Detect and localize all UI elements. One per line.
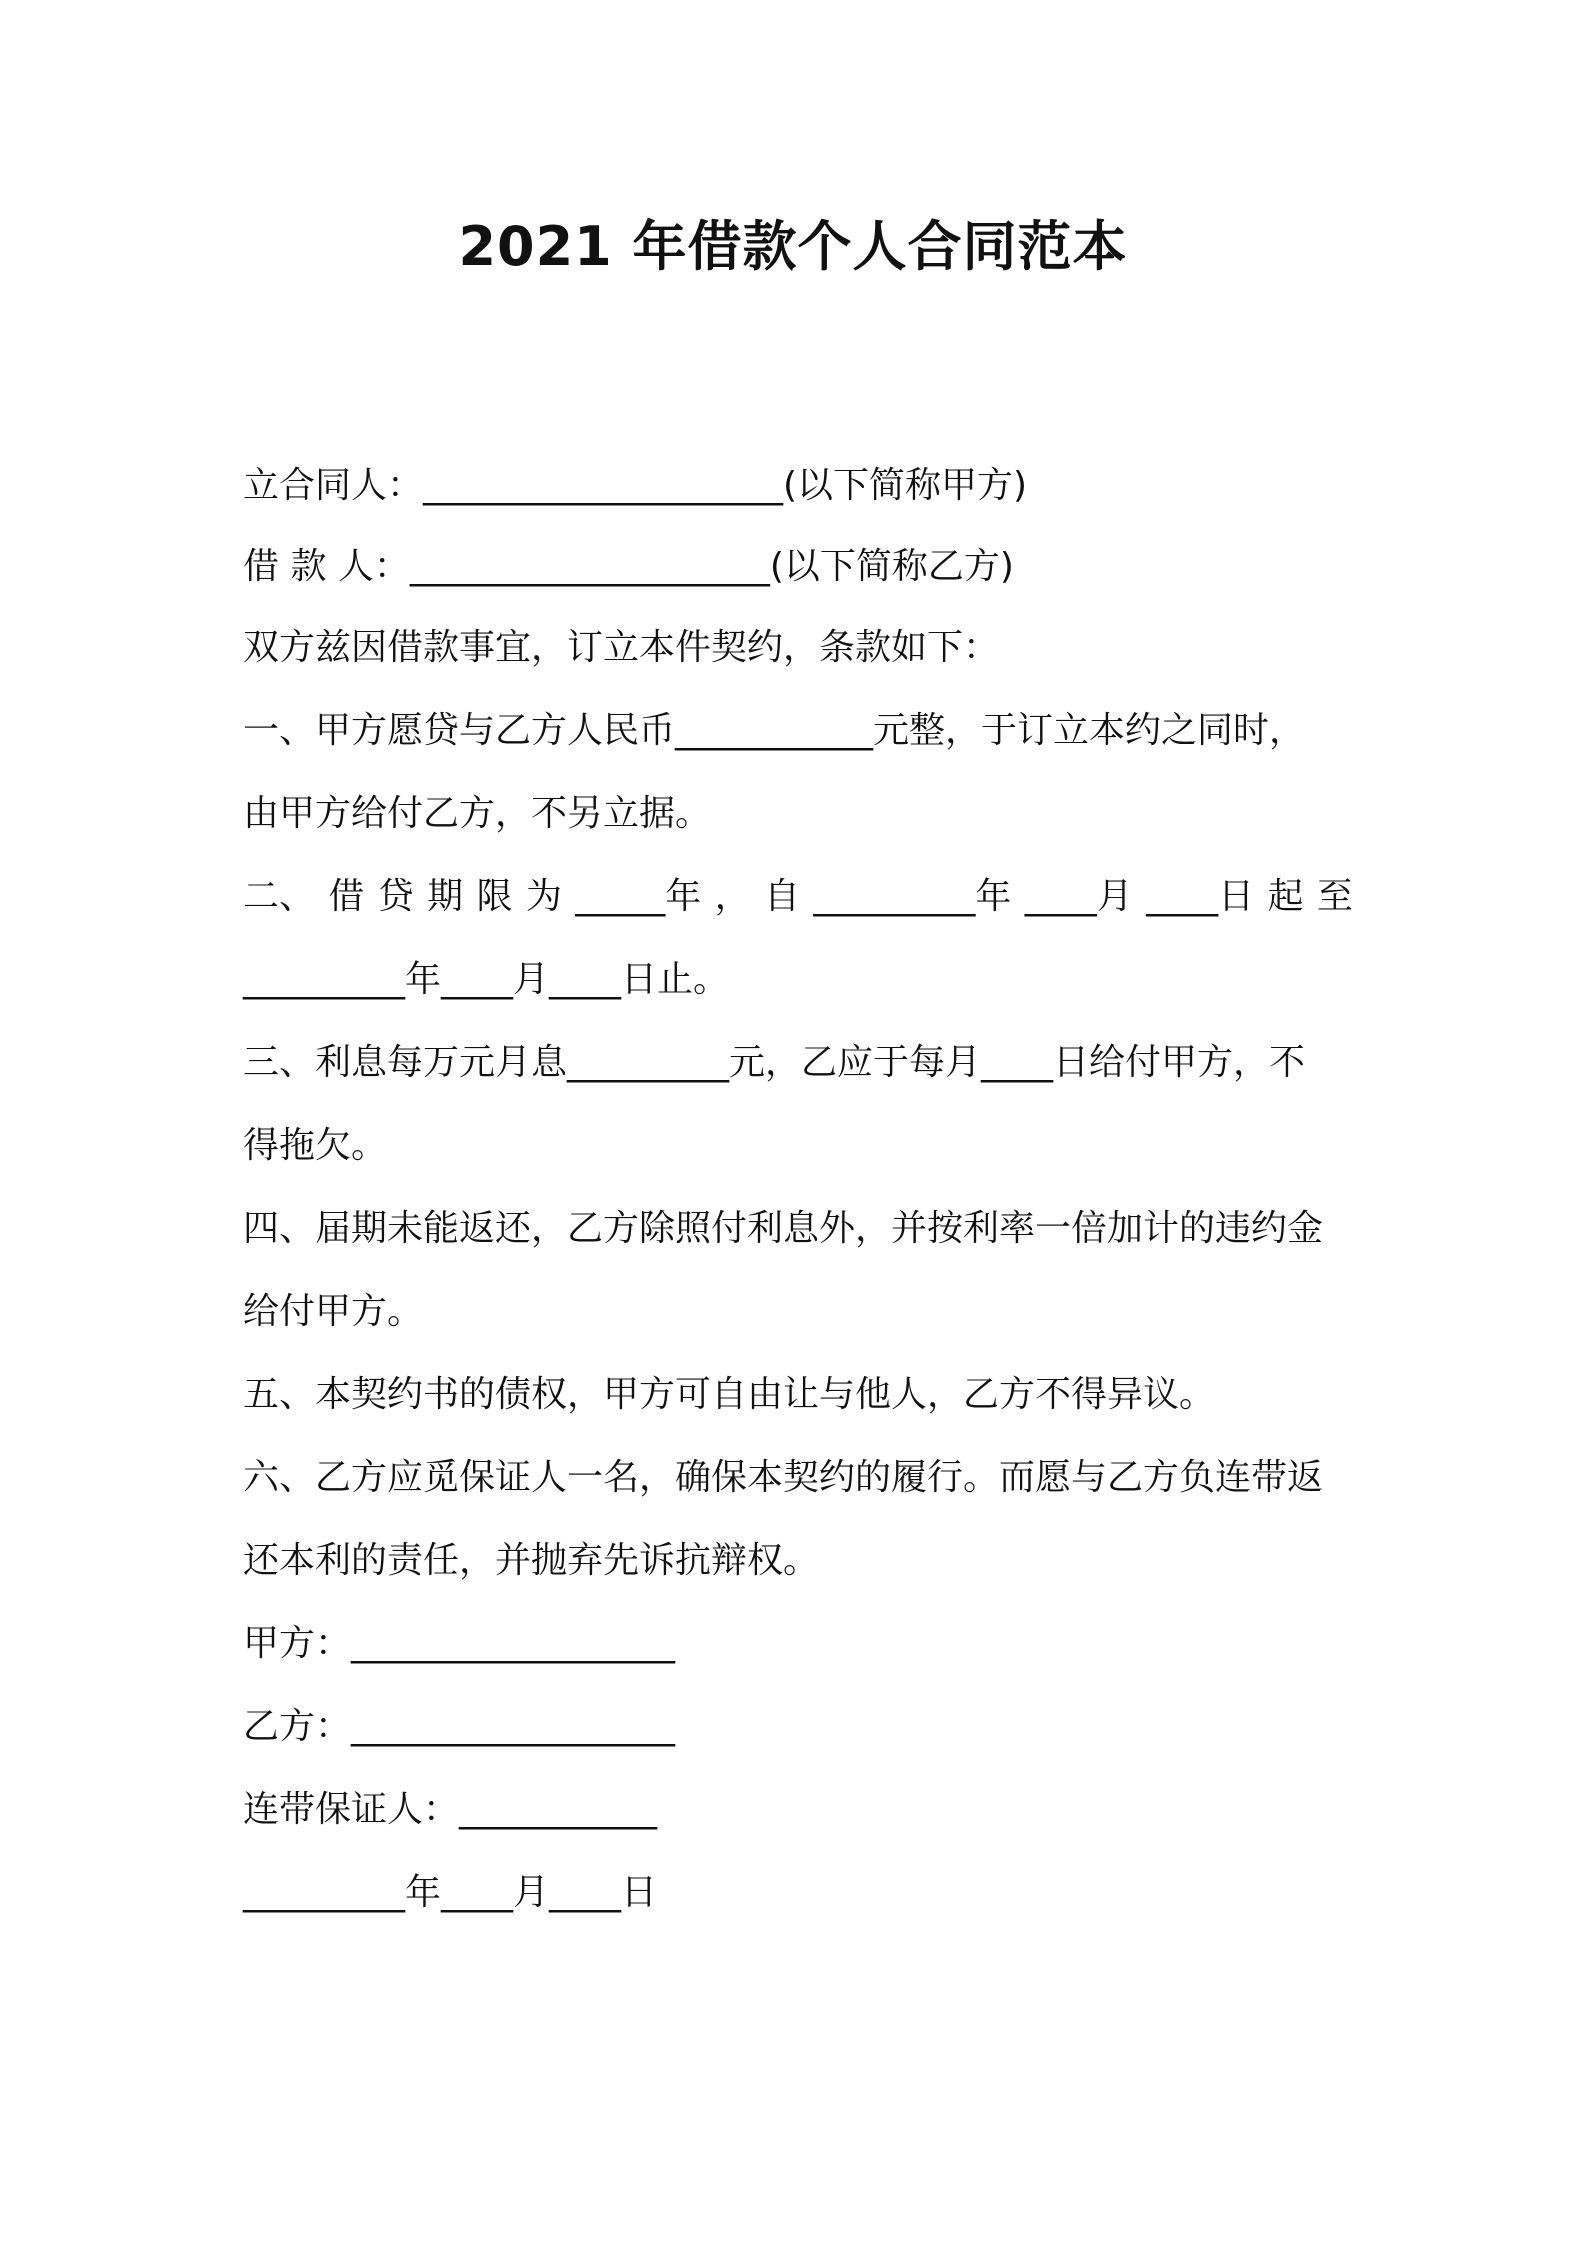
clause-4-line-1: 四、届期未能返还，乙方除照付利息外，并按利率一倍加计的违约金 [243,1208,1324,1249]
clause-1-line-1: 一、甲方愿贷与乙方人民币___________元整，于订立本约之同时， [243,710,1306,751]
clause-2-part: 贷 [377,876,414,917]
party-b-line: 借 款 人：____________________(以下简称乙方) [243,546,1014,587]
clause-2-part: 限 [476,876,513,917]
clause-2-part: 自 [764,876,801,917]
clause-6-line-1: 六、乙方应觅保证人一名，确保本契约的履行。而愿与乙方负连带返 [243,1457,1324,1498]
clause-1-line-2: 由甲方给付乙方，不另立据。 [243,793,712,834]
party-a-line: 立合同人：____________________(以下简称甲方) [243,465,1028,506]
signature-party-a: 甲方：__________________ [243,1623,676,1664]
clause-2-part: _________年 [813,876,1012,917]
signature-date: _________年____月____日 [243,1872,657,1913]
clause-5-line-1: 五、本契约书的债权，甲方可自由让与他人，乙方不得异议。 [243,1374,1216,1415]
clause-2-part: 期 [427,876,464,917]
clause-2-part: ____日 [1146,876,1255,917]
clause-4-line-2: 给付甲方。 [243,1291,424,1332]
clause-2-part: ， [714,876,751,917]
clause-2-part: 二、 [243,876,316,917]
signature-party-b: 乙方：__________________ [243,1706,676,1747]
clause-3-line-2: 得拖欠。 [243,1125,388,1166]
clause-2-part: _____年 [575,876,702,917]
clause-2-part: 至 [1316,876,1353,917]
clause-2-part: ____月 [1024,876,1133,917]
clause-2-line-2: _________年____月____日止。 [243,959,730,1000]
clause-2-line-1 [243,869,1353,925]
clause-6-line-2: 还本利的责任，并抛弃先诉抗辩权。 [243,1540,820,1581]
intro-line: 双方兹因借款事宜，订立本件契约，条款如下： [243,627,1000,668]
signature-guarantor: 连带保证人：___________ [243,1789,658,1830]
clause-2-part: 为 [525,876,562,917]
document-title: 2021 年借款个人合同范本 [458,215,1128,278]
clause-2-part: 借 [328,876,365,917]
clause-3-line-1: 三、利息每万元月息_________元，乙应于每月____日给付甲方，不 [243,1042,1306,1083]
clause-2-part: 起 [1267,876,1304,917]
